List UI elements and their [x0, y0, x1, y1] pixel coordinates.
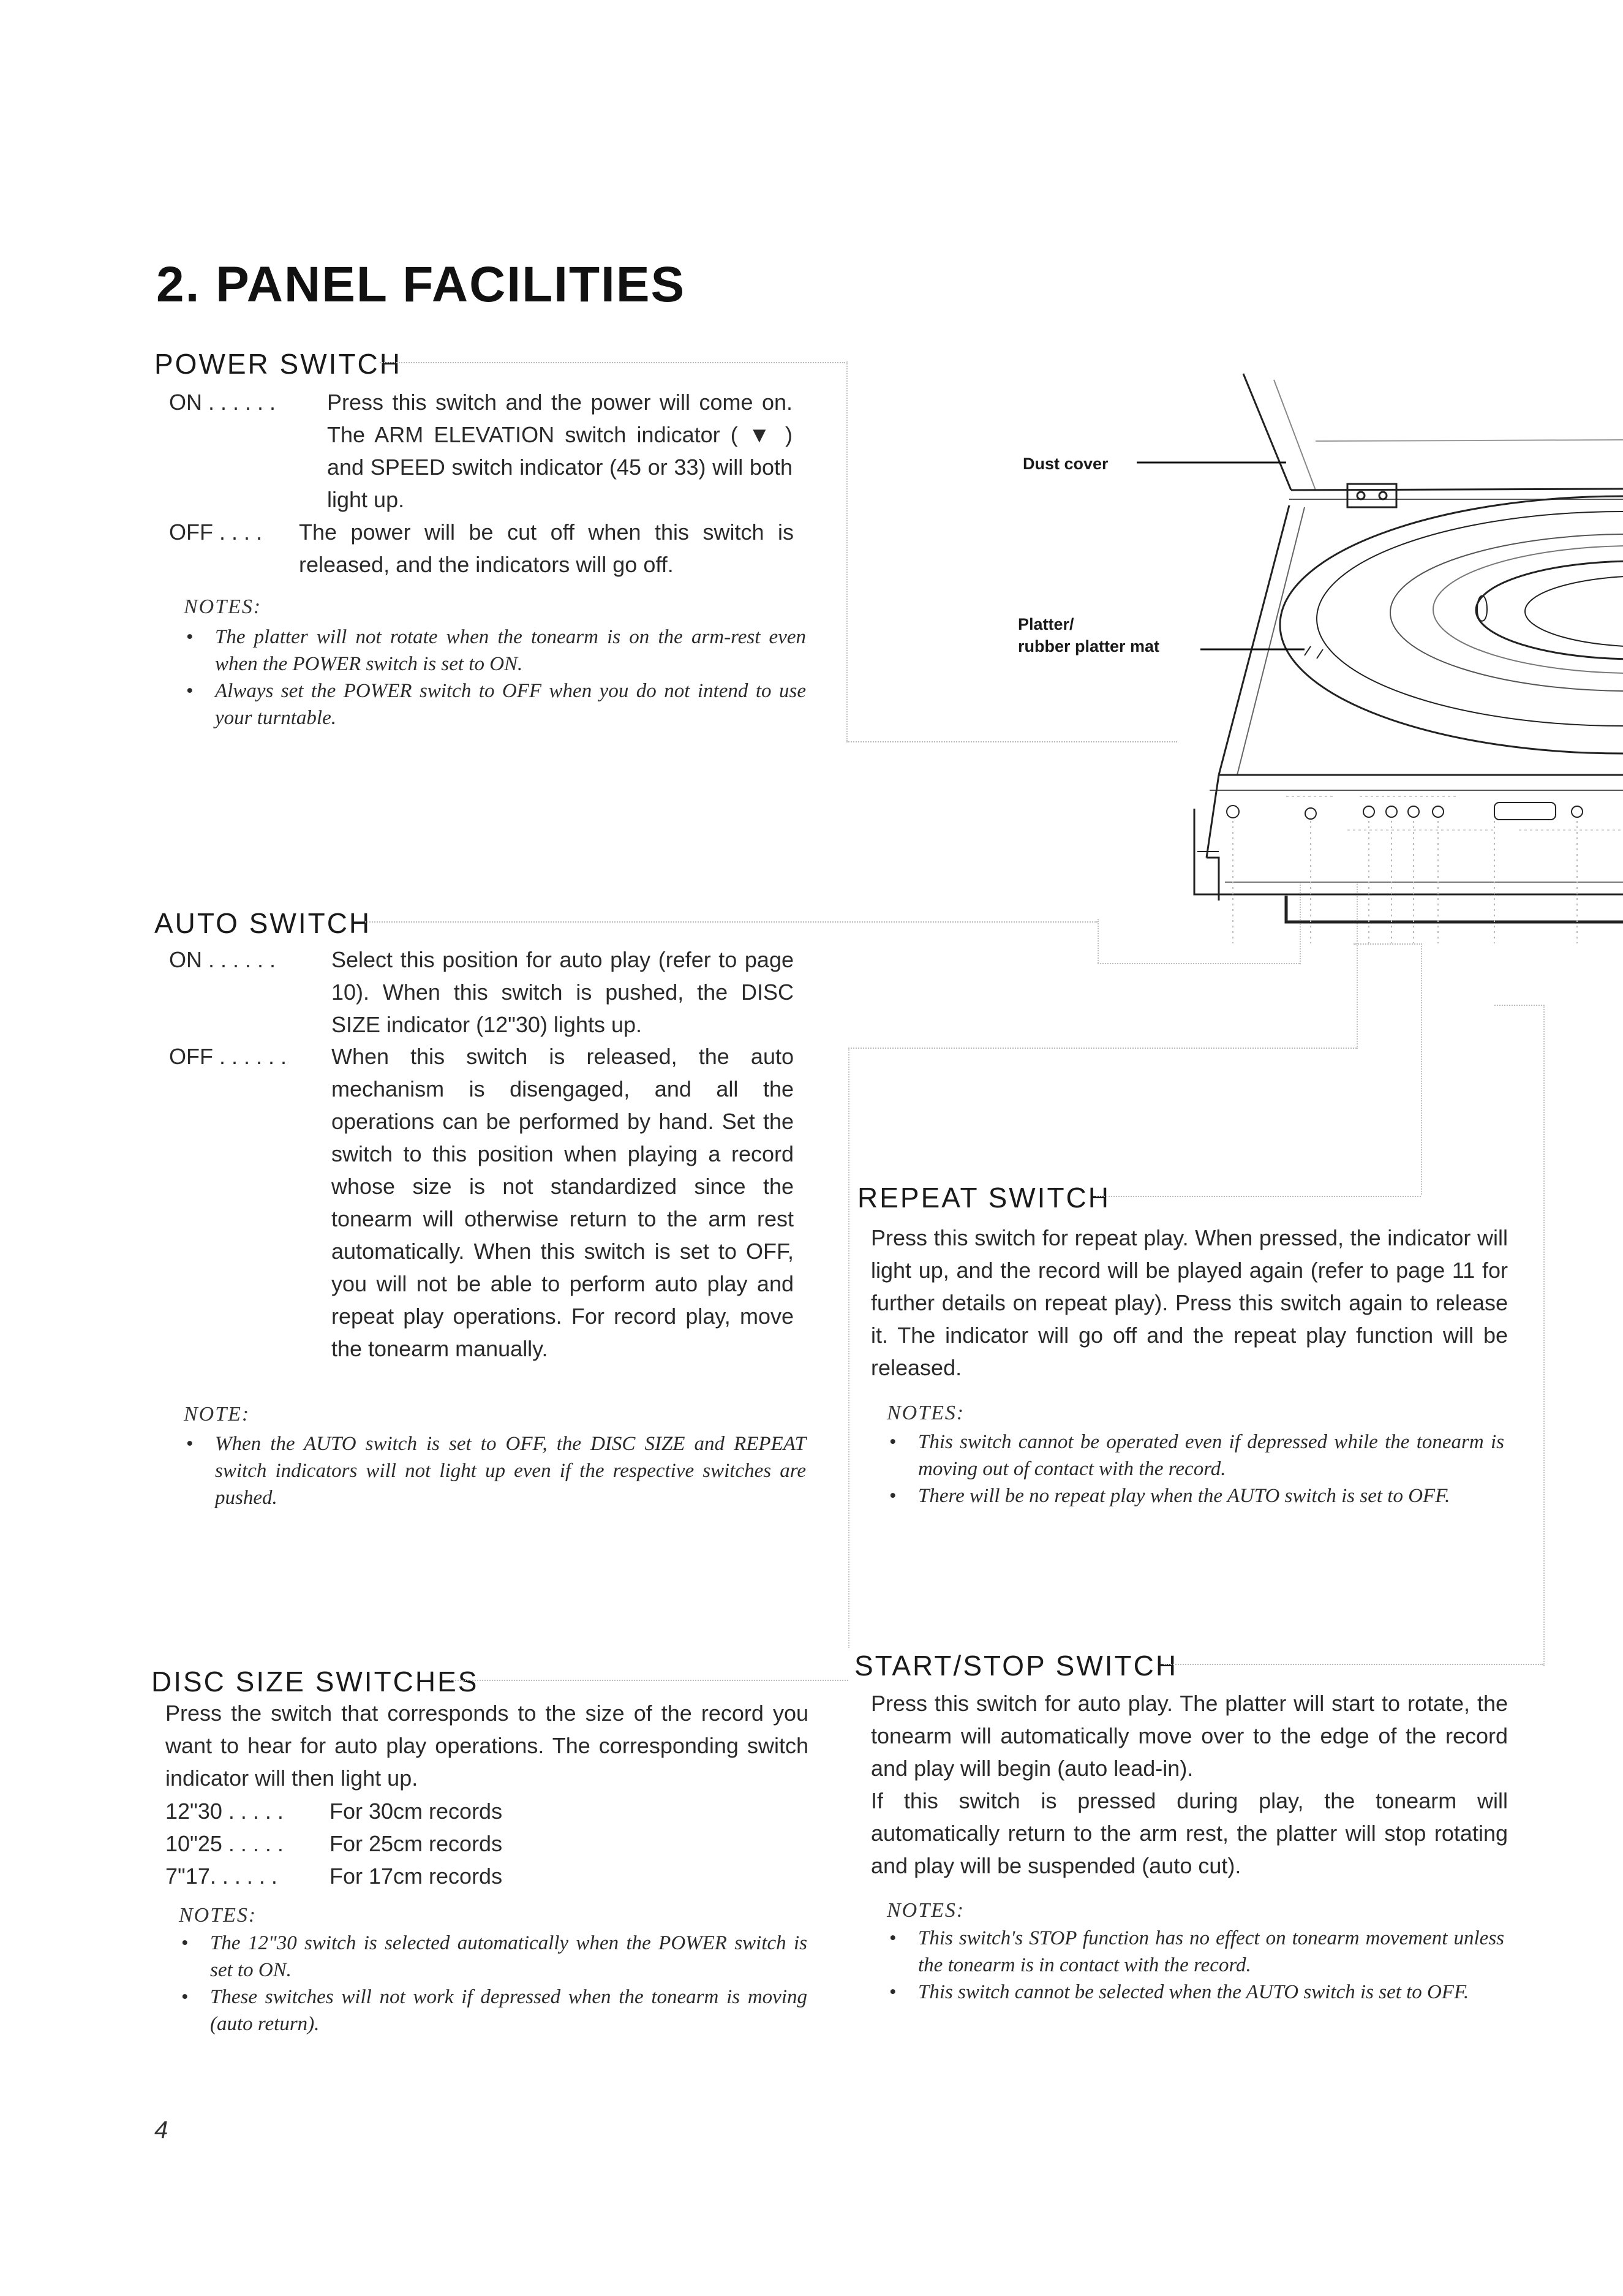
note: • These switches will not work if depressed when the tonearm is moving (auto return).: [176, 1984, 807, 2037]
term: OFF . . . .: [169, 519, 262, 545]
power-off-item: [169, 516, 806, 583]
power-switch-heading: POWER SWITCH: [154, 348, 402, 380]
disc-size-button: [1386, 806, 1397, 817]
guide-line: [1543, 1005, 1545, 1666]
description: For 17cm records: [329, 1864, 503, 1889]
disc-size-button: [1363, 806, 1374, 817]
start-stop-body-1: Press this switch for auto play. The platter will start to rotate, the tonearm will automatically move over to the edge of the record and play will begin (auto lead-in).: [871, 1691, 1508, 1781]
power-on-item: [169, 386, 806, 512]
guide-line: [1354, 943, 1422, 945]
note: • This switch cannot be operated even if depressed while the tonearm is moving out of contact with the record.: [884, 1429, 1504, 1482]
start-stop-button: [1494, 802, 1556, 820]
page-title: 2. PANEL FACILITIES: [156, 257, 686, 312]
page-number: 4: [154, 2117, 168, 2143]
start-stop-heading: START/STOP SWITCH: [854, 1650, 1178, 1682]
auto-on-item: [169, 943, 806, 1041]
power-notes-label: NOTES:: [184, 595, 262, 618]
guide-line: [846, 361, 848, 741]
platter-label-line-2: rubber platter mat: [1018, 637, 1160, 655]
section-rule: [365, 921, 1098, 923]
power-button: [1227, 806, 1239, 818]
repeat-switch-heading: REPEAT SWITCH: [857, 1182, 1110, 1214]
dust-cover-bottom: [1291, 489, 1623, 490]
note: • When the AUTO switch is set to OFF, the DISC SIZE and REPEAT switch indicators will not light up even if the respective switches are pushed.: [181, 1430, 806, 1511]
plinth-edge: [1219, 505, 1289, 775]
repeat-switch-body: Press this switch for repeat play. When pressed, the indicator will light up, and the record will be played again (refer to page 11 for further details on repeat play). Press this switch again to release it. The indicator will go off and the repeat play function will be released.: [871, 1225, 1508, 1380]
description: For 25cm records: [329, 1831, 503, 1856]
description: When this switch is released, the auto mechanism is disengaged, and all the operations can be performed by hand. Set the switch to this position when playing a record whose size is not standardized since the tonearm will otherwise return to the arm rest automatically. When this switch is set to OFF, you will not be able to perform auto play and repeat play operations. For record play, move the tonearm manually.: [331, 1044, 794, 1361]
disc-size-button: [1408, 806, 1419, 817]
dust-cover-label: Dust cover: [1023, 455, 1109, 473]
dust-cover-edge: [1243, 374, 1291, 490]
disc-size-item-17: [165, 1860, 655, 1892]
disc-size-item-25: [165, 1827, 655, 1860]
note: • This switch cannot be selected when the AUTO switch is set to OFF.: [884, 1979, 1504, 2006]
guide-line: [1494, 1005, 1545, 1006]
guide-line: [848, 1048, 849, 1648]
guide-line: [1098, 963, 1300, 964]
auto-off-item: [169, 1040, 806, 1395]
start-stop-notes-label: NOTES:: [887, 1899, 965, 1922]
disc-size-notes-label: NOTES:: [179, 1904, 257, 1927]
speed-button: [1572, 806, 1583, 817]
note: • The platter will not rotate when the tonearm is on the arm-rest even when the POWER switch is set to ON.: [181, 624, 806, 678]
disc-size-item-30: [165, 1795, 655, 1827]
guide-line: [1421, 943, 1422, 1195]
description: The power will be cut off when this switch is released, and the indicators will go off.: [299, 519, 794, 577]
disc-size-body: Press the switch that corresponds to the size of the record you want to hear for auto play operations. The corresponding switch indicator will then light up.: [165, 1701, 808, 1791]
term: 10"25 . . . . .: [165, 1831, 284, 1856]
dust-cover-edge: [1274, 380, 1316, 490]
repeat-button: [1433, 806, 1444, 817]
note: • Always set the POWER switch to OFF when you do not intend to use your turntable.: [181, 678, 806, 731]
section-rule: [1096, 1196, 1421, 1197]
auto-button: [1305, 808, 1316, 819]
term: 12"30 . . . . .: [165, 1799, 284, 1824]
description: Press this switch and the power will come on. The ARM ELEVATION switch indicator ( ▼ ) and SPEED switch indicator (45 or 33) will both light up.: [327, 390, 793, 512]
term: OFF . . . . . .: [169, 1044, 287, 1069]
section-rule: [1164, 1664, 1543, 1665]
dust-cover-top: [1316, 440, 1623, 441]
platter-label-line-1: Platter/: [1018, 615, 1074, 633]
power-notes: [181, 624, 806, 731]
disc-size-heading: DISC SIZE SWITCHES: [151, 1666, 479, 1697]
repeat-notes: [884, 1429, 1504, 1509]
description: For 30cm records: [329, 1799, 503, 1824]
auto-notes: [181, 1430, 806, 1511]
term: ON . . . . . .: [169, 947, 276, 972]
start-stop-body-2: If this switch is pressed during play, the tonearm will automatically return to the arm rest, the platter will stop rotating and play will be suspended (auto cut).: [871, 1788, 1508, 1878]
note: • There will be no repeat play when the AUTO switch is set to OFF.: [884, 1482, 1504, 1509]
auto-notes-label: NOTE:: [184, 1403, 250, 1426]
note: • The 12"30 switch is selected automatically when the POWER switch is set to ON.: [176, 1930, 807, 1984]
term: 7"17. . . . . .: [165, 1864, 277, 1889]
hinge: [1347, 484, 1396, 507]
base-foot: [1286, 896, 1623, 922]
term: ON . . . . . .: [169, 390, 276, 415]
auto-switch-heading: AUTO SWITCH: [154, 907, 372, 939]
note: • This switch's STOP function has no effect on tonearm movement unless the tonearm is in contact with the record.: [884, 1925, 1504, 1979]
description: Select this position for auto play (refer to page 10). When this switch is pushed, the DISC SIZE indicator (12"30) lights up.: [331, 947, 794, 1037]
guide-line: [848, 1048, 1357, 1049]
start-stop-notes: [884, 1925, 1504, 2006]
repeat-notes-label: NOTES:: [887, 1402, 965, 1424]
section-rule: [450, 1680, 848, 1681]
section-rule: [380, 362, 845, 363]
disc-size-notes: [176, 1930, 807, 2037]
platter: [1280, 496, 1623, 753]
